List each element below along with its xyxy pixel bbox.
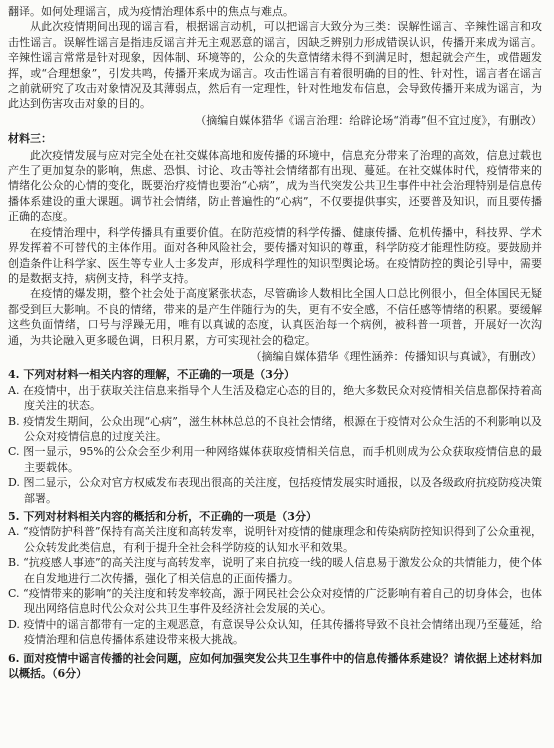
question-4-stem: 4. 下列对材料一相关内容的理解，不正确的一项是（3分）	[8, 368, 295, 382]
material3-heading: 材料三：	[8, 132, 52, 146]
question-4-option-a: A. 在疫情中，出于获取关注信息来指导个人生活及稳定心态的目的，绝大多数民众对疫情相关信息都保持着高度关注的状态。	[8, 383, 542, 413]
material2-source: （摘编自媒体猎华《谣言治理：给辟论场“消毒”但不宜过度》，有删改）	[195, 113, 542, 127]
material3-paragraph-1: 此次疫情发展与应对完全处在社交媒体高地和废传播的环境中，信息充分带来了治理的高效，信息过载也产生了更加复杂的影响，焦虑、恐惧、讨论、攻击等社会情绪都有出现、蔓延。在社交媒体时代，疫情带来的情绪化公众的心情的变化，既要治疗疫情也要治“心病”，成为当代突发公共卫生事件中社会治理特别是信息传播体系建设的重大课题。调节社会情绪，防止普遍性的“心病”，不仅要提供事实，还要普及知识，而且要传播正确的态度。	[8, 148, 542, 224]
question-4-option-d: D. 图二显示，公众对官方权威发布表现出很高的关注度，包括疫情发展实时通报，以及各级政府抗疫防疫决策部署。	[8, 476, 542, 505]
material2-body: 从此次疫情期间出现的谣言看，根据谣言动机，可以把谣言大致分为三类：误解性谣言、辛辣性谣言和攻击性谣言。误解性谣言是指违反谣言并无主观恶意的谣言，因缺乏辨别力形成错误认识，传播开来成为谣言。辛辣性谣言常常是针对现象，因体制、环境等的，公众的失意情绪未得不到满足时，想起就会产生，或借题发挥，或“合理想象”，引发共鸣，传播开来成为谣言。攻击性谣言有着很明确的目的性、针对性，谣言者在谣言之前就研究了攻击对象情况及其薄弱点，然后有一定理性，针对性地发布信息，会导致传播开来成为谣言，为此达到伤害攻击对象的目的。	[8, 20, 542, 111]
question-5-option-a: A. “疫情防护科普”保持有高关注度和高转发率，说明针对疫情的健康理念和传染病防控知识得到了公众重视，公众转发此类信息，有利于提升全社会科学防疫的认知水平和效果。	[8, 525, 542, 554]
material3-paragraph-3: 在疫情的爆发期，整个社会处于高度紧张状态，尽管确诊人数相比全国人口总比例很小，但全体国民无疑都受到巨大影响。不良的情绪，带来的是产生伴随行为的失，更有不安全感，不信任感等情绪的积累。要缓解这些负面情绪，口号与浮躁无用，唯有以真诚的态度，认真医治每一个病例，被科普一项普，开展好一次沟通，为共论融入更多暖色调，日积月累，方可实现社会的稳定。	[8, 287, 542, 347]
material3-source: （摘编自媒体猎华《理性涵养：传播知识与真诚》，有删改）	[250, 349, 542, 363]
question-5-option-b: B. “抗疫感人事迹”的高关注度与高转发率，说明了来自抗疫一线的暖人信息易于激发公众的共情能力，使个体在自发地进行二次传播，强化了相关信息的正面传播力。	[8, 556, 542, 585]
question-4-option-b: B. 疫情发生期间，公众出现“心病”，滋生林林总总的不良社会情绪，根源在于疫情对公众生活的不利影响以及公众对疫情信息的过度关注。	[8, 414, 542, 443]
question-5-stem: 5. 下列对材料相关内容的概括和分析，不正确的一项是（3分）	[8, 510, 317, 523]
material3-paragraph-2: 在疫情治理中，科学传播具有重要价值。在防范疫情的科学传播、健康传播、危机传播中，科技界、学术界发挥着不可替代的主体作用。面对各种风险社会，要传播对知识的尊重，科学防疫才能理性防疫。要鼓励并创造条件让科学家、医生等专业人士多发声，形成科学理性的知识型舆论场。在疫情防控的舆论引导中，需要的是数据支持，病例支持，科学支持。	[8, 225, 542, 285]
question-4-option-c: C. 图一显示，95%的公众会至少利用一种网络媒体获取疫情相关信息，而手机则成为公众获取疫情信息的最主要载体。	[8, 445, 542, 474]
question-5-option-c: C. “疫情带来的影响”的关注度和转发率较高，源于网民社会公众对疫情的广泛影响有着自己的切身体会，也体现出网络信息时代公众对公共卫生事件及经济社会发展的关心。	[8, 587, 542, 616]
material2-intro: 翻译。如何处理谣言，成为疫情治理体系中的焦点与难点。	[8, 5, 294, 18]
question-6-stem: 6. 面对疫情中谣言传播的社会问题，应如何加强突发公共卫生事件中的信息传播体系建设？请依据上述材料加以概括。（6分）	[8, 651, 542, 681]
question-5-option-d: D. 疫情中的谣言都带有一定的主观恶意，有意误导公众认知，任其传播将导致不良社会情绪出现乃至蔓延，给疫情治理和信息传播体系建设带来极大挑战。	[8, 617, 542, 647]
